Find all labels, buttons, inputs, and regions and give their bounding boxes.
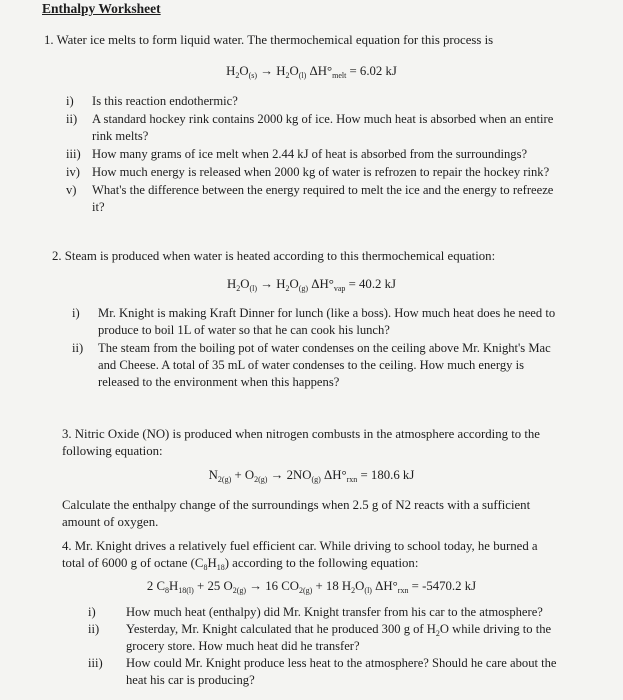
q3-equation: $N_{2(g)} + O_{2(g)} \to 2NO_{(g)}$ $\Delta H^\circ_{rxn} = 180.6$ kJ bbox=[208, 468, 415, 484]
list-item: i) Mr. Knight is making Kraft Dinner for lunch (like a boss). How much heat does he need to produce to boil 1L of water so that he can cook his lunch? bbox=[72, 306, 556, 337]
q3-text: 3. Nitric Oxide (NO) is produced when nitrogen combusts in the atmosphere according to the following equation: bbox=[62, 427, 540, 458]
q2-parts bbox=[72, 305, 564, 391]
list-item: i) Is this reaction endothermic? bbox=[66, 94, 238, 108]
list-item: i) How much heat (enthalpy) did Mr. Knight transfer from his car to the atmosphere? bbox=[88, 605, 543, 619]
list-item: ii) Yesterday, Mr. Knight calculated that he produced 300 g of $H_2O$ while driving to the grocery store. How much heat did he transfer? bbox=[88, 622, 552, 653]
q1-parts bbox=[66, 93, 566, 216]
list-item: v) What's the difference between the energy required to melt the ice and the energy to refreeze it? bbox=[66, 183, 554, 214]
q4-text: 4. Mr. Knight drives a relatively fuel efficient car. While driving to school today, he burned a total of 6000 g of octane $(C_8H_{18})$ according to the following equation: bbox=[62, 539, 538, 572]
q4-parts bbox=[88, 604, 558, 689]
list-item: iii) How could Mr. Knight produce less heat to the atmosphere? Should he care about the heat his car is producing? bbox=[88, 656, 557, 687]
page-title: Enthalpy Worksheet bbox=[42, 1, 161, 16]
q1-text: 1. Water ice melts to form liquid water. The thermochemical equation for this process is bbox=[44, 33, 494, 47]
q3-followup: Calculate the enthalpy change of the surroundings when 2.5 g of N2 reacts with a sufficient amount of oxygen. bbox=[62, 498, 531, 529]
list-item: ii) A standard hockey rink contains 2000 kg of ice. How much heat is absorbed when an entire rink melts? bbox=[66, 112, 554, 143]
q1-equation: $H_2O_{(s)} \to H_2O_{(l)}$ $\Delta H^\circ_{melt} = 6.02$ kJ bbox=[226, 64, 397, 80]
q2-text: 2. Steam is produced when water is heated according to this thermochemical equation: bbox=[52, 249, 496, 263]
q2-equation: $H_2O_{(l)} \to H_2O_{(g)}$ $\Delta H^\circ_{vap} = 40.2$ kJ bbox=[226, 277, 397, 293]
q4-equation: 2 $C_8H_{18(l)} + 25$ $O_{2(g)} \to 16$ $CO_{2(g)} + 18$ $H_2O_{(l)}$ $\Delta H^\circ_{rxn} = -5470.2$ kJ bbox=[146, 579, 477, 595]
list-item: iv) How much energy is released when 2000 kg of water is refrozen to repair the hockey rink? bbox=[66, 165, 550, 179]
list-item: iii) How many grams of ice melt when 2.44 kJ of heat is absorbed from the surroundings? bbox=[66, 147, 528, 161]
list-item: ii) The steam from the boiling pot of water condenses on the ceiling above Mr. Knight's Mac and Cheese. A total of 35 mL of water condenses to the ceiling. How much energy is released to the environment when this happens? bbox=[72, 341, 551, 389]
